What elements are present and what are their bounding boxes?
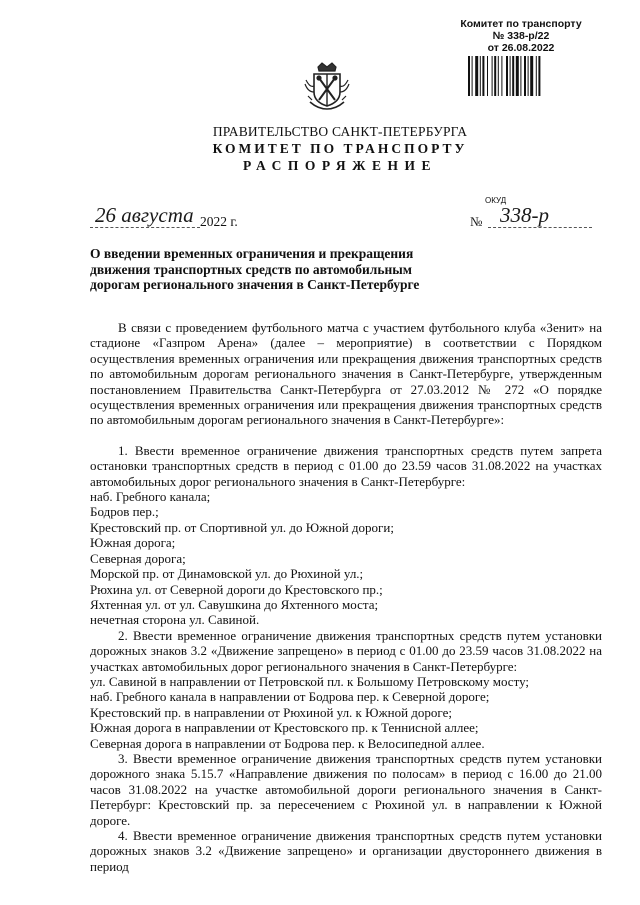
- item-3: 3. Ввести временное ограничение движения транспортных средств путем установки дорожного знака 5.15.7 «Направление движения по полосам» в период с 16.00 до 21.00 часов 31.08.2022 на участке автомобильной дороги регионального значения в Санкт-Петербург: Крестовский пр. за пересечением с Рюхиной ул. в направлении к Южной дороге.: [90, 750, 602, 828]
- road-list-item: наб. Гребного канала;: [90, 489, 211, 505]
- barcode-bar: [492, 56, 493, 96]
- road-list-item: ул. Савиной в направлении от Петровской пл. к Большому Петровскому мосту;: [90, 673, 530, 689]
- handwritten-date: 26 августа: [95, 203, 194, 227]
- road-list-item: Крестовский пр. в направлении от Рюхиной ул. к Южной дороге;: [90, 704, 452, 720]
- document-body: [90, 320, 602, 874]
- registration-stamp: [436, 18, 606, 54]
- barcode-bar: [538, 56, 540, 96]
- preamble: В связи с проведением футбольного матча с участием футбольного клуба «Зенит» на стадионе «Газпром Арена» (далее – мероприятие) в соответствии с Порядком осуществления временных ограничения или прекращения движения транспортных средств по автомобильным дорогам регионального значения в Санкт-Петербурге, утвержденным постановлением Правительства Санкт-Петербурга от 27.03.2012 № 272 «О порядке осуществления временных ограничения или прекращения движения транспортных средств по автомобильным дорогам регионального значения в Санкт-Петербурге»:: [90, 320, 602, 428]
- barcode-bar: [528, 56, 529, 96]
- road-list-item: нечетная сторона ул. Савиной.: [90, 612, 260, 628]
- road-list-item: Крестовский пр. от Спортивной ул. до Южной дороги;: [90, 519, 394, 535]
- item-1: 1. Ввести временное ограничение движения транспортных средств путем запрета остановки транспортных средств в период с 01.00 до 23.59 часов 31.08.2022 на участках автомобильных дорог регионального значения в Санкт-Петербурге:: [90, 442, 602, 489]
- road-list-item: наб. Гребного канала в направлении от Бодрова пер. к Северной дороге;: [90, 689, 490, 705]
- road-list-item: Северная дорога;: [90, 550, 186, 566]
- committee-title: КОМИТЕТ ПО ТРАНСПОРТУ: [212, 141, 468, 156]
- okud-label: ОКУД: [485, 196, 507, 205]
- barcode: [468, 56, 576, 96]
- barcode-bar: [530, 56, 533, 96]
- road-list-item: Яхтенная ул. от ул. Савушкина до Яхтенного моста;: [90, 596, 379, 612]
- barcode-bar: [510, 56, 511, 96]
- road-list-item: Южная дорога в направлении от Крестовского пр. к Теннисной аллее;: [90, 720, 479, 736]
- number-sign: №: [470, 214, 483, 229]
- road-list-item: Южная дорога;: [90, 535, 176, 551]
- item-2: 2. Ввести временное ограничение движения транспортных средств путем установки дорожных знаков 3.2 «Движение запрещено» в период с 01.00 до 23.59 часов 31.08.2022 на участках автомобильных дорог регионального значения в Санкт-Петербурге:: [90, 627, 602, 674]
- government-title: ПРАВИТЕЛЬСТВО САНКТ-ПЕТЕРБУРГА: [212, 124, 468, 139]
- road-list-item: Бодров пер.;: [90, 504, 159, 520]
- barcode-bar: [472, 56, 473, 96]
- road-list-item: Рюхина ул. от Северной дороги до Крестовского пр.;: [90, 581, 383, 597]
- barcode-bar: [506, 56, 508, 96]
- barcode-bar: [498, 56, 499, 96]
- barcode-bar: [524, 56, 526, 96]
- date-year: 2022 г.: [200, 214, 238, 229]
- document-subject: О введении временных ограничения и прекращения движения транспортных средств по автомобильным дорогам регионального значения в Санкт-Петербурге: [90, 246, 420, 293]
- road-list-item: Морской пр. от Динамовской ул. до Рюхиной ул.;: [90, 566, 364, 582]
- stamp-committee: Комитет по транспорту: [460, 18, 582, 30]
- barcode-bar: [487, 56, 488, 96]
- barcode-bar: [516, 56, 519, 96]
- item-4: 4. Ввести временное ограничение движения транспортных средств путем установки дорожных знаков 3.2 «Движение запрещено» и организации двустороннего движения в период: [90, 828, 602, 874]
- stamp-date: от 26.08.2022: [487, 42, 555, 54]
- barcode-bar: [494, 56, 496, 96]
- handwritten-number: 338-р: [500, 203, 549, 227]
- document-type-title: РАСПОРЯЖЕНИЕ: [242, 158, 438, 173]
- barcode-bar: [475, 56, 478, 96]
- date-underline: [90, 227, 200, 228]
- barcode-bar: [480, 56, 481, 96]
- stamp-number: № 338-р/22: [492, 30, 550, 42]
- number-underline: [488, 227, 592, 228]
- barcode-bar: [520, 56, 521, 96]
- road-list-item: Северная дорога в направлении от Бодрова пер. к Велосипедной аллее.: [90, 735, 485, 751]
- coat-of-arms-icon: [304, 62, 350, 112]
- barcode-bar: [501, 56, 502, 96]
- barcode-bar: [512, 56, 514, 96]
- barcode-bar: [468, 56, 470, 96]
- barcode-bar: [536, 56, 537, 96]
- barcode-bar: [482, 56, 484, 96]
